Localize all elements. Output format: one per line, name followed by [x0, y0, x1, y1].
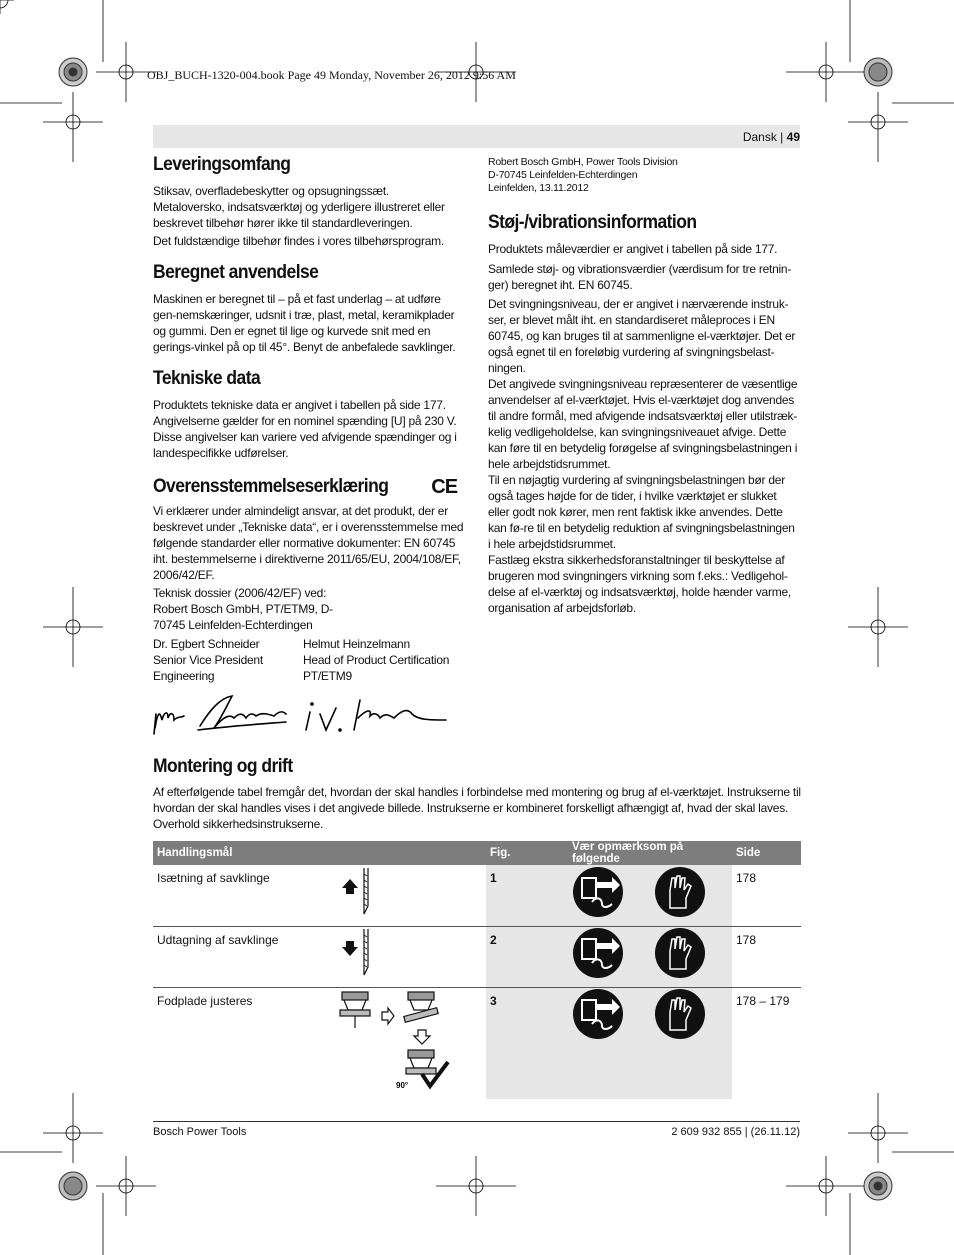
ce-mark: CE: [431, 476, 458, 499]
section-title: Overensstemmelseserklæring: [153, 476, 389, 497]
gloves-icon: [655, 867, 705, 917]
header-separator: |: [780, 130, 784, 144]
column-header: Handlingsmål: [153, 841, 486, 865]
side-value: 178: [736, 932, 757, 947]
signatory-title: PT/ETM9: [303, 669, 352, 684]
page-header: [743, 130, 800, 144]
paragraph: Maskinen er beregnet til – på et fast underlag – at udføre gen-nemskæringer, udsnit i træ, plast, metal, keramikplader og gummi. Den er egnet til lige og kurvede snit med en gerings-vinkel på op til 45°. Benyt de anbefalede savklinger.: [153, 292, 456, 354]
safety-icons-row-3: [572, 988, 708, 1040]
paragraph: Stiksav, overfladebeskytter og opsugningssæt.: [153, 184, 389, 198]
action-label: Isætning af savklinge: [157, 871, 270, 885]
header-bar: [153, 125, 800, 148]
paragraph: Til en nøjagtig vurdering af svingningsbelastningen bør der også tages højde for de tider, i hvilke værktøjet er slukket eller godt nok kører, men rent faktisk ikke anvendes. Dette kan fø-re til en betydelig reduktion af svingningsbelastningen i hele arbejdstidsrummet.: [488, 473, 795, 551]
section-title: Leveringsomfang: [153, 154, 291, 175]
footer-divider: [153, 1121, 800, 1122]
section-title: Montering og drift: [153, 756, 293, 777]
paragraph: Fastlæg ekstra sikkerhedsforanstaltninger til beskyttelse af brugeren mod svingningers virkning som f.eks.: Vedligehol-delse af el-værktøj og indsatsværktøj, holde hænder varme, organisation af arbejdsforløb.: [488, 553, 791, 615]
paragraph: Vi erklærer under almindeligt ansvar, at det produkt, der er beskrevet under „Tekniske data“, er i overensstemmelse med følgende standarder eller normative dokumenter: EN 60745 iht. bestemmelserne i direktiverne 2011/65/EU, 2004/108/EF, 2006/42/EF.: [153, 504, 464, 583]
action-cell: [153, 926, 486, 987]
section-title: Beregnet anvendelse: [153, 262, 319, 283]
insert-blade-icon: [338, 866, 374, 918]
angle-label: 90°: [396, 1081, 409, 1090]
signatory-title: Senior Vice President: [153, 653, 263, 668]
column-header: Vær opmærksom på følgende: [568, 841, 732, 865]
fig-number: 1: [490, 871, 497, 885]
foot-plate-adjust-icon: [338, 988, 450, 1092]
section-title: Tekniske data: [153, 368, 261, 389]
section-stoej: [488, 212, 800, 616]
paragraph: Produktets tekniske data er angivet i tabellen på side 177.: [153, 398, 446, 412]
unplug-icon: [573, 867, 623, 917]
signatories: [153, 636, 466, 684]
footer-brand: Bosch Power Tools: [153, 1126, 247, 1138]
address-line: D-70745 Leinfelden-Echterdingen: [488, 169, 638, 181]
page-number: 49: [786, 130, 800, 144]
unplug-icon: [573, 928, 623, 978]
table-header-row: [153, 841, 801, 865]
section-leveringsomfang: [153, 154, 466, 249]
section-tekniske: [153, 368, 466, 461]
column-header: Fig.: [486, 841, 568, 865]
paragraph: Af efterfølgende tabel fremgår det, hvordan der skal handles i forbindelse med montering og brug af el-værktøjet. Instrukserne til hvordan der skal handles vises i det angivede billede. Instrukserne er kombineret forskelligt afhængigt af, hvad der skal laves. Overhold sikkerhedsinstrukserne.: [153, 785, 801, 831]
paragraph: Angivelserne gælder for en nominel spænding [U] på 230 V. Disse angivelser kan variere ved afvigende spændinger og i landespecifikke udførelser.: [153, 414, 457, 460]
paragraph: Det angivede svingningsniveau repræsenterer de væsentlige anvendelser af el-værktøjet. Hvis el-værktøjet dog anvendes til andre formål, med afvigende indsatsværktøj eller utilstræk-kelig vedligeholdelse, kan svingningsniveauet afvige. Dette kan føre til en betydelig forøgelse af svingningsbelastningen i hele arbejdstidsrummet.: [488, 377, 798, 471]
section-overens: [153, 476, 466, 684]
remove-blade-icon: [338, 927, 374, 979]
paragraph: Samlede støj- og vibrationsværdier (værdisum for tre retnin-ger) beregnet iht. EN 60745.: [488, 262, 792, 292]
fig-cell: [486, 865, 568, 926]
paragraph: Produktets måleværdier er angivet i tabellen på side 177.: [488, 242, 778, 256]
address-block: [488, 156, 800, 195]
section-beregnet: [153, 262, 466, 355]
action-cell: [153, 865, 486, 926]
section-title: Støj-/vibrationsinformation: [488, 212, 697, 233]
signatory-title: Engineering: [153, 669, 215, 684]
signatory-name: Helmut Heinzelmann: [303, 637, 410, 652]
side-value: 178: [736, 871, 757, 885]
fig-number: 2: [490, 932, 497, 947]
paragraph: Metaloversko, indsatsværktøj og yderligere illustreret eller beskrevet tilbehør hører ikke til standardleveringen.: [153, 200, 445, 230]
side-value: 178 – 179: [736, 993, 790, 1008]
side-cell: [732, 987, 801, 1099]
side-cell: [732, 926, 801, 987]
safety-icons-row-1: [572, 866, 708, 918]
language-label: Dansk: [742, 130, 777, 144]
signatory-title: Head of Product Certification: [303, 653, 450, 668]
side-cell: [732, 865, 801, 926]
fig-cell: [486, 926, 568, 987]
paragraph: Det svingningsniveau, der er angivet i nærværende instruk-ser, er blevet målt iht. en standardiseret måleproces i EN 60745, og kan bruges til at sammenligne el-værktøjer. Det er også egnet til en foreløbig vurdering af svingningsbelast-ningen.: [488, 297, 796, 375]
address-line: Robert Bosch GmbH, Power Tools Division: [488, 156, 678, 168]
section-montering: [153, 756, 801, 832]
gloves-icon: [655, 989, 705, 1039]
paragraph: Det fuldstændige tilbehør findes i vores tilbehørsprogram.: [153, 234, 444, 248]
signatory-name: Dr. Egbert Schneider: [153, 637, 260, 652]
gloves-icon: [655, 928, 705, 978]
unplug-icon: [573, 989, 623, 1039]
fig-cell: [486, 987, 568, 1099]
fig-number: 3: [490, 993, 497, 1008]
address-line: Leinfelden, 13.11.2012: [488, 182, 589, 194]
signatures: [150, 690, 450, 738]
file-info: OBJ_BUCH-1320-004.book Page 49 Monday, November 26, 2012 9:56 AM: [147, 68, 516, 82]
column-header: Side: [732, 841, 801, 865]
paragraph: Teknisk dossier (2006/42/EF) ved: Robert Bosch GmbH, PT/ETM9, D-70745 Leinfelden-Echterdingen: [153, 586, 333, 633]
footer-doc-number: 2 609 932 855 | (26.11.12): [671, 1126, 800, 1138]
action-label: Fodplade justeres: [157, 993, 253, 1008]
action-label: Udtagning af savklinge: [157, 932, 279, 947]
safety-icons-row-2: [572, 927, 708, 979]
